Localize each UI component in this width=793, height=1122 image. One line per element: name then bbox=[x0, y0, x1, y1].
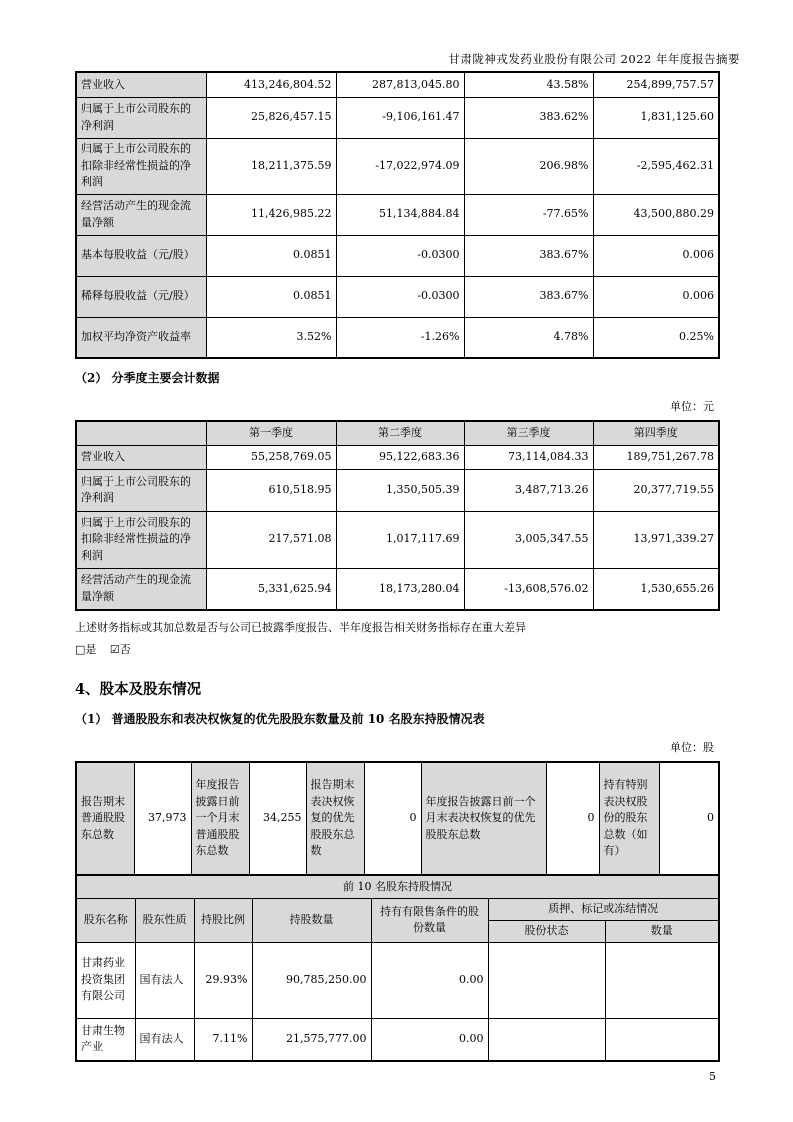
row-label: 经营活动产生的现金流量净额 bbox=[76, 194, 206, 235]
table-row bbox=[76, 317, 719, 358]
cell-value: 95,122,683.36 bbox=[336, 445, 464, 469]
cell-value: 1,530,655.26 bbox=[593, 568, 719, 610]
share-status bbox=[488, 942, 605, 1018]
cell-value: -13,608,576.02 bbox=[464, 568, 593, 610]
header-share-status: 股份状态 bbox=[488, 920, 605, 942]
table-row bbox=[76, 138, 719, 194]
holding-ratio: 29.93% bbox=[194, 942, 252, 1018]
summary-value: 0 bbox=[659, 762, 719, 875]
cell-value: 206.98% bbox=[464, 138, 593, 194]
section-4-1-heading: （1） 普通股股东和表决权恢复的优先股股东数量及前 10 名股东持股情况表 bbox=[75, 712, 485, 726]
header-shareholder-name: 股东名称 bbox=[76, 898, 135, 942]
table-row bbox=[76, 511, 719, 568]
summary-value: 37,973 bbox=[134, 762, 191, 875]
header-cell-q4: 第四季度 bbox=[593, 421, 719, 445]
cell-value: -0.0300 bbox=[336, 276, 464, 317]
top10-title: 前 10 名股东持股情况 bbox=[76, 875, 719, 898]
top10-shareholders-table bbox=[75, 874, 720, 1062]
cell-value: 383.67% bbox=[464, 276, 593, 317]
row-label: 营业收入 bbox=[76, 72, 206, 97]
table-row bbox=[76, 194, 719, 235]
cell-value: 383.62% bbox=[464, 97, 593, 138]
cell-value: 11,426,985.22 bbox=[206, 194, 336, 235]
table-row bbox=[76, 276, 719, 317]
header-pledge-group: 质押、标记或冻结情况 bbox=[488, 898, 719, 920]
header-cell-q2: 第二季度 bbox=[336, 421, 464, 445]
cell-value: 18,173,280.04 bbox=[336, 568, 464, 610]
summary-label: 持有特别表决权股份的股东总数（如有） bbox=[599, 762, 659, 875]
header-holding-ratio: 持股比例 bbox=[194, 898, 252, 942]
cell-value: 43.58% bbox=[464, 72, 593, 97]
summary-value: 0 bbox=[364, 762, 421, 875]
section-4-heading: 4、股本及股东情况 bbox=[75, 681, 202, 698]
key-accounting-data-table bbox=[75, 71, 720, 359]
summary-label: 年度报告披露日前一个月末表决权恢复的优先股股东总数 bbox=[421, 762, 546, 875]
header-quantity: 数量 bbox=[605, 920, 719, 942]
cell-value: 18,211,375.59 bbox=[206, 138, 336, 194]
pledge-quantity bbox=[605, 1018, 719, 1061]
cell-value: 287,813,045.80 bbox=[336, 72, 464, 97]
cell-value: 5,331,625.94 bbox=[206, 568, 336, 610]
restricted-shares: 0.00 bbox=[371, 1018, 488, 1061]
cell-value: 413,246,804.52 bbox=[206, 72, 336, 97]
cell-value: 25,826,457.15 bbox=[206, 97, 336, 138]
cell-value: -9,106,161.47 bbox=[336, 97, 464, 138]
table-row bbox=[76, 235, 719, 276]
row-label: 经营活动产生的现金流量净额 bbox=[76, 568, 206, 610]
pledge-quantity bbox=[605, 942, 719, 1018]
cell-value: 189,751,267.78 bbox=[593, 445, 719, 469]
cell-value: -1.26% bbox=[336, 317, 464, 358]
cell-value: 383.67% bbox=[464, 235, 593, 276]
cell-value: 0.25% bbox=[593, 317, 719, 358]
shareholder-row bbox=[76, 1018, 719, 1061]
cell-value: 254,899,757.57 bbox=[593, 72, 719, 97]
row-label: 归属于上市公司股东的扣除非经常性损益的净利润 bbox=[76, 138, 206, 194]
unit-label-shares: 单位：股 bbox=[670, 741, 714, 754]
cell-value: 13,971,339.27 bbox=[593, 511, 719, 568]
quarterly-data-table bbox=[75, 420, 720, 611]
row-label: 加权平均净资产收益率 bbox=[76, 317, 206, 358]
shareholder-name: 甘肃药业投资集团有限公司 bbox=[76, 942, 135, 1018]
cell-value: 3,005,347.55 bbox=[464, 511, 593, 568]
summary-label: 报告期末普通股股东总数 bbox=[76, 762, 134, 875]
cell-value: 51,134,884.84 bbox=[336, 194, 464, 235]
table-row bbox=[76, 469, 719, 511]
row-label: 归属于上市公司股东的净利润 bbox=[76, 97, 206, 138]
header-cell-q1: 第一季度 bbox=[206, 421, 336, 445]
cell-value: 1,831,125.60 bbox=[593, 97, 719, 138]
cell-value: -17,022,974.09 bbox=[336, 138, 464, 194]
row-label: 稀释每股收益（元/股） bbox=[76, 276, 206, 317]
shareholder-row bbox=[76, 942, 719, 1018]
header-cell-empty bbox=[76, 421, 206, 445]
table-row bbox=[76, 445, 719, 469]
cell-value: 610,518.95 bbox=[206, 469, 336, 511]
table-row bbox=[76, 97, 719, 138]
summary-label: 年度报告披露日前一个月末普通股股东总数 bbox=[191, 762, 249, 875]
shareholder-type: 国有法人 bbox=[135, 942, 194, 1018]
document-header: 甘肃陇神戎发药业股份有限公司 2022 年年度报告摘要 bbox=[448, 52, 740, 66]
checkbox-yes: □是 bbox=[75, 643, 97, 656]
table-row bbox=[76, 72, 719, 97]
summary-value: 0 bbox=[546, 762, 599, 875]
document-page bbox=[75, 0, 740, 1083]
shares-held: 21,575,777.00 bbox=[252, 1018, 371, 1061]
shareholder-type: 国有法人 bbox=[135, 1018, 194, 1061]
row-label: 基本每股收益（元/股） bbox=[76, 235, 206, 276]
restricted-shares: 0.00 bbox=[371, 942, 488, 1018]
cell-value: 0.006 bbox=[593, 235, 719, 276]
summary-value: 34,255 bbox=[249, 762, 306, 875]
shareholder-name: 甘肃生物产业 bbox=[76, 1018, 135, 1061]
table-row bbox=[76, 568, 719, 610]
unit-label-yuan: 单位：元 bbox=[670, 400, 714, 413]
summary-row bbox=[76, 762, 719, 875]
top10-header-row bbox=[76, 898, 719, 920]
cell-value: 0.006 bbox=[593, 276, 719, 317]
row-label: 营业收入 bbox=[76, 445, 206, 469]
summary-label: 报告期末表决权恢复的优先股股东总数 bbox=[306, 762, 364, 875]
share-status bbox=[488, 1018, 605, 1061]
cell-value: -77.65% bbox=[464, 194, 593, 235]
table-header-row bbox=[76, 421, 719, 445]
section-2-heading: （2） 分季度主要会计数据 bbox=[75, 371, 220, 385]
cell-value: 4.78% bbox=[464, 317, 593, 358]
cell-value: -2,595,462.31 bbox=[593, 138, 719, 194]
row-label: 归属于上市公司股东的扣除非经常性损益的净利润 bbox=[76, 511, 206, 568]
cell-value: 217,571.08 bbox=[206, 511, 336, 568]
yes-no-checkline bbox=[75, 642, 718, 658]
shares-held: 90,785,250.00 bbox=[252, 942, 371, 1018]
page-number: 5 bbox=[709, 1070, 716, 1083]
cell-value: 73,114,084.33 bbox=[464, 445, 593, 469]
header-cell-q3: 第三季度 bbox=[464, 421, 593, 445]
cell-value: 0.0851 bbox=[206, 276, 336, 317]
cell-value: 1,350,505.39 bbox=[336, 469, 464, 511]
top10-title-row bbox=[76, 875, 719, 898]
header-restricted-shares: 持有有限售条件的股份数量 bbox=[371, 898, 488, 942]
cell-value: 43,500,880.29 bbox=[593, 194, 719, 235]
row-label: 归属于上市公司股东的净利润 bbox=[76, 469, 206, 511]
cell-value: 20,377,719.55 bbox=[593, 469, 719, 511]
cell-value: 55,258,769.05 bbox=[206, 445, 336, 469]
quarterly-difference-note: 上述财务指标或其加总数是否与公司已披露季度报告、半年度报告相关财务指标存在重大差异 bbox=[75, 621, 526, 634]
cell-value: 1,017,117.69 bbox=[336, 511, 464, 568]
holding-ratio: 7.11% bbox=[194, 1018, 252, 1061]
cell-value: 3.52% bbox=[206, 317, 336, 358]
shareholder-summary-table bbox=[75, 761, 720, 876]
cell-value: -0.0300 bbox=[336, 235, 464, 276]
cell-value: 3,487,713.26 bbox=[464, 469, 593, 511]
header-shareholder-type: 股东性质 bbox=[135, 898, 194, 942]
checkbox-no-checked: ☑否 bbox=[109, 643, 131, 656]
cell-value: 0.0851 bbox=[206, 235, 336, 276]
header-shares-held: 持股数量 bbox=[252, 898, 371, 942]
